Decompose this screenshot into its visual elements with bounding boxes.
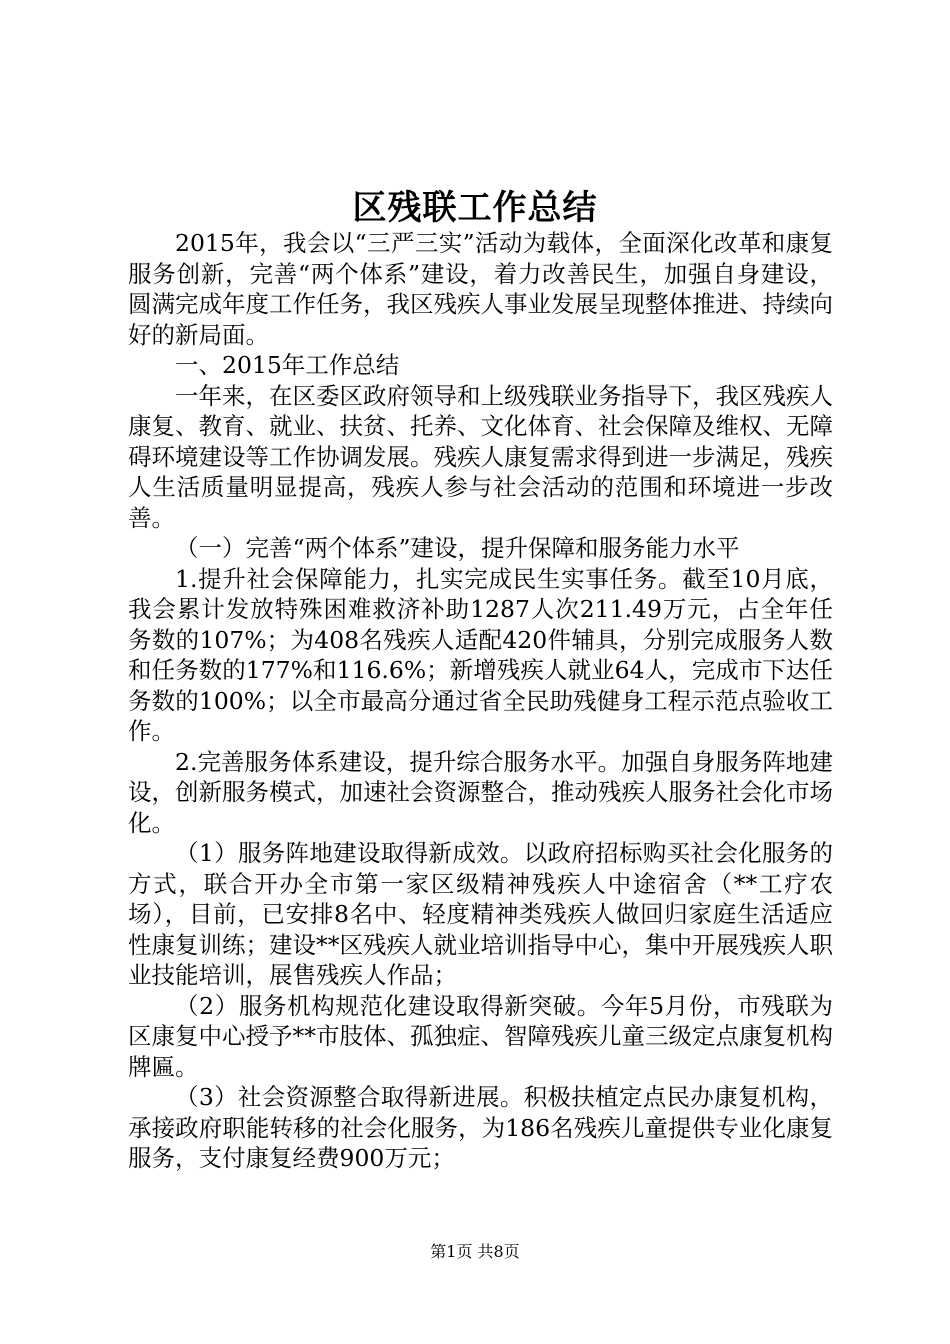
subitem-2-paragraph: （2）服务机构规范化建设取得新突破。今年5月份，市残联为区康复中心授予**市肢体、孤独症、智障残疾儿童三级定点康复机构牌匾。 bbox=[128, 991, 833, 1081]
item-2-paragraph: 2.完善服务体系建设，提升综合服务水平。加强自身服务阵地建设，创新服务模式，加速社会资源整合，推动残疾人服务社会化市场化。 bbox=[128, 747, 833, 837]
section-heading: 一、2015年工作总结 bbox=[175, 351, 400, 379]
document-body bbox=[128, 228, 833, 1174]
page-footer: 第1页 共8页 bbox=[430, 1242, 520, 1261]
item-1-paragraph: 1.提升社会保障能力，扎实完成民生实事任务。截至10月底，我会累计发放特殊困难救济补助1287人次211.49万元，占全年任务数的107%；为408名残疾人适配420件辅具，分别完成服务人数和任务数的177%和116.6%；新增残疾人就业64人，完成市下达任务数的100%；以全市最高分通过省全民助残健身工程示范点验收工作。 bbox=[128, 564, 833, 745]
subitem-3-paragraph: （3）社会资源整合取得新进展。积极扶植定点民办康复机构，承接政府职能转移的社会化服务，为186名残疾儿童提供专业化康复服务，支付康复经费900万元； bbox=[128, 1083, 833, 1172]
overview-paragraph: 一年来，在区委区政府领导和上级残联业务指导下，我区残疾人康复、教育、就业、扶贫、托养、文化体育、社会保障及维权、无障碍环境建设等工作协调发展。残疾人康复需求得到进一步满足，残疾人生活质量明显提高，残疾人参与社会活动的范围和环境进一步改善。 bbox=[128, 381, 833, 532]
subitem-1-paragraph: （1）服务阵地建设取得新成效。以政府招标购买社会化服务的方式，联合开办全市第一家区级精神残疾人中途宿舍（**工疗农场），目前，已安排8名中、轻度精神类残疾人做回归家庭生活适应性康复训练；建设**区残疾人就业培训指导中心，集中开展残疾人职业技能培训，展售残疾人作品； bbox=[128, 839, 833, 989]
intro-paragraph: 2015年，我会以“三严三实”活动为载体，全面深化改革和康复服务创新，完善“两个体系”建设，着力改善民生，加强自身建设，圆满完成年度工作任务，我区残疾人事业发展呈现整体推进、持续向好的新局面。 bbox=[128, 229, 833, 349]
document-title: 区残联工作总结 bbox=[352, 188, 598, 228]
subsection-heading: （一）完善“两个体系”建设，提升保障和服务能力水平 bbox=[175, 534, 740, 562]
